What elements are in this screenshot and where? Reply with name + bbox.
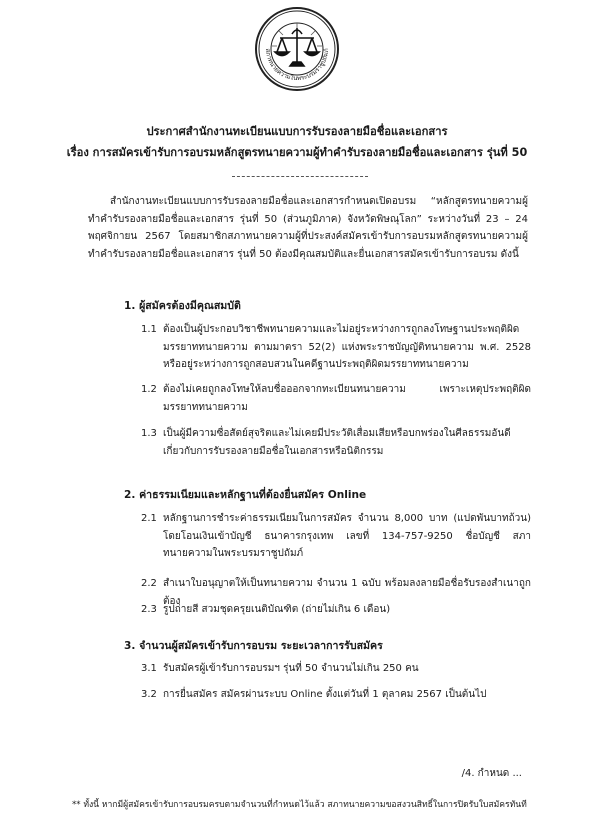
- item-text: สำเนาใบอนุญาตให้เป็นทนายความ จำนวน 1 ฉบับ พร้อมลงลายมือชื่อรับรองสำเนาถูกต้อง: [163, 578, 531, 607]
- section-1-item-1: [141, 321, 531, 374]
- section-2-title: 2. ค่าธรรมเนียมและหลักฐานที่ต้องยื่นสมัคร Online: [124, 489, 367, 501]
- section-1-item-2: [141, 381, 531, 416]
- item-text: รับสมัครผู้เข้ารับการอบรมฯ รุ่นที่ 50 จำนวนไม่เกิน 250 คน: [163, 663, 419, 674]
- item-number: 2.2: [141, 578, 157, 589]
- footnote: ** ทั้งนี้ หากมีผู้สมัครเข้ารับการอบรมครบตามจำนวนที่กำหนดไว้แล้ว สภาทนายความขอสงวนสิทธิ์ในการปิดรับใบสมัครทันที: [72, 800, 527, 810]
- separator-line: [232, 176, 368, 177]
- item-number: 2.3: [141, 604, 157, 615]
- document-title: ประกาศสำนักงานทะเบียนแบบการรับรองลายมือชื่อและเอกสาร: [146, 125, 448, 138]
- item-text: การยื่นสมัคร สมัครผ่านระบบ Online ตั้งแต่วันที่ 1 ตุลาคม 2567 เป็นต้นไป: [163, 689, 487, 700]
- seal-ring-text: สภาทนายความในพระบรมราชูปถัมภ์: [263, 48, 331, 83]
- item-number: 1.3: [141, 428, 157, 439]
- item-number: 1.2: [141, 384, 157, 395]
- item-text: เป็นผู้มีความซื่อสัตย์สุจริตและไม่เคยมีประวัติเสื่อมเสียหรือบกพร่องในศีลธรรมอันดีเกี่ยวกับการรับรองลายมือชื่อในเอกสารหรือนิติกรรม: [163, 428, 511, 457]
- organization-seal: [254, 6, 340, 92]
- section-1-title: 1. ผู้สมัครต้องมีคุณสมบัติ: [124, 300, 241, 312]
- item-number: 2.1: [141, 513, 157, 524]
- document-subject: เรื่อง การสมัครเข้ารับการอบรมหลักสูตรทนายความผู้ทำคำรับรองลายมือชื่อและเอกสาร รุ่นที่ 50: [66, 146, 528, 159]
- section-3-item-2: [141, 686, 531, 704]
- section-3-item-1: [141, 660, 531, 678]
- item-text: ต้องไม่เคยถูกลงโทษให้ลบชื่อออกจากทะเบียนทนายความ เพราะเหตุประพฤติผิดมรรยาททนายความ: [163, 384, 531, 413]
- item-number: 1.1: [141, 324, 157, 335]
- item-text: รูปถ่ายสี สวมชุดครุยเนติบัณฑิต (ถ่ายไม่เกิน 6 เดือน): [163, 604, 391, 615]
- section-1-item-3: [141, 425, 531, 460]
- item-text: ต้องเป็นผู้ประกอบวิชาชีพทนายความและไม่อยู่ระหว่างการถูกลงโทษฐานประพฤติผิดมรรยาททนายความ ตามมาตรา 52(2) แห่งพระราชบัญญัติทนายความ พ.ศ. 2528 หรืออยู่ระหว่างการถูกสอบสวนในคดีฐานประพฤติผิดมรรยาททนายความ: [163, 324, 531, 370]
- section-3-title: 3. จำนวนผู้สมัครเข้ารับการอบรม ระยะเวลาการรับสมัคร: [124, 640, 383, 652]
- item-text: หลักฐานการชำระค่าธรรมเนียมในการสมัคร จำนวน 8,000 บาท (แปดพันบาทถ้วน) โดยโอนเงินเข้าบัญชี ธนาคารกรุงเทพ เลขที่ 134-757-9250 ชื่อบัญชี สภาทนายความในพระบรมราชูปถัมภ์: [163, 513, 531, 559]
- section-2-item-1: [141, 510, 531, 563]
- continuation-marker: /4. กำหนด ...: [461, 768, 522, 779]
- intro-paragraph: สำนักงานทะเบียนแบบการรับรองลายมือชื่อและเอกสารกำหนดเปิดอบรม “หลักสูตรทนายความผู้ทำคำรับรองลายมือชื่อและเอกสาร รุ่นที่ 50 (ส่วนภูมิภาค) จังหวัดพิษณุโลก” ระหว่างวันที่ 23 – 24 พฤศจิกายน 2567 โดยสมาชิกสภาทนายความผู้ที่ประสงค์สมัครเข้ารับการอบรมหลักสูตรทนายความผู้ทำคำรับรองลายมือชื่อและเอกสาร รุ่นที่ 50 ต้องมีคุณสมบัติและยื่นเอกสารสมัครเข้ารับการอบรม ดังนี้: [88, 196, 528, 260]
- scales-of-justice-seal-icon: [254, 6, 340, 92]
- item-number: 3.1: [141, 663, 157, 674]
- item-number: 3.2: [141, 689, 157, 700]
- section-2-item-3: [141, 601, 531, 619]
